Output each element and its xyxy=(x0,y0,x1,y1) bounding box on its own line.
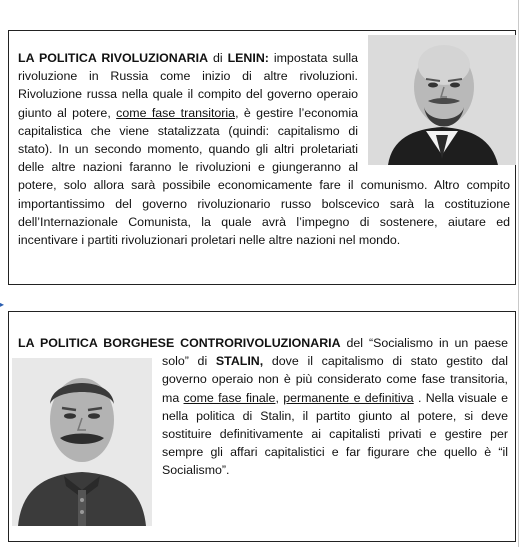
stalin-text-b: dove il capitalismo di stato gestito dal governo operaio non è più considerato come fase transitoria, ma xyxy=(162,354,508,405)
stalin-heading: LA POLITICA BORGHESE CONTRORIVOLUZIONARIA xyxy=(18,336,341,350)
lenin-heading: LA POLITICA RIVOLUZIONARIA xyxy=(18,51,209,65)
stalin-text-d: . Nella visuale e nella politica di Stalin, il partito giunto al potere, si deve sostituire definitivamente ai capitalisti privati e gestire per sempre gli affari capitalistici e far figurare che quello è “il Socialismo”. xyxy=(162,390,509,478)
stalin-text-a: del “Socialismo in un paese solo” di xyxy=(162,336,509,369)
stalin-text-box xyxy=(8,311,516,542)
lenin-name: LENIN: xyxy=(227,51,269,65)
lenin-text-box xyxy=(8,30,516,285)
lenin-text-b: , è gestire l’economia capitalistica che viene statalizzata (quindi: capitalismo di stato). In un secondo momento, quando gli altri proletariati delle altre nazioni faranno le rivoluzioni e giungeranno al potere, solo allora sarà possibile economicamente fare il comunismo. Altro compito importantissimo del governo rivoluzionario russo bolscevico sarà la costituzione dell’Internazionale Comunista, la quale avrà l’impegno di sostenere, aiutare ed incentivare i partiti rivoluzionari proletari nelle altre nazioni nel mondo. xyxy=(18,105,510,248)
stalin-paragraph xyxy=(18,334,508,528)
stalin-underlined-phrase-1: come fase finale, xyxy=(183,390,279,405)
lenin-underlined-phrase: come fase transitoria xyxy=(116,105,236,120)
page-edge-right xyxy=(518,0,519,547)
lenin-text-a: impostata sulla rivoluzione in Russia come inizio di altre rivoluzioni. Rivoluzione russa nella quale il compito del governo operaio giunto al potere, xyxy=(18,51,359,120)
lenin-paragraph xyxy=(18,49,510,249)
stalin-underlined-phrase-2: permanente e definitiva xyxy=(283,390,414,405)
anchor-marker: ▸ xyxy=(0,300,5,309)
stalin-portrait xyxy=(12,358,152,526)
lenin-portrait xyxy=(368,35,516,165)
lenin-heading-connector: di xyxy=(208,51,228,65)
stalin-name: STALIN, xyxy=(215,354,264,369)
